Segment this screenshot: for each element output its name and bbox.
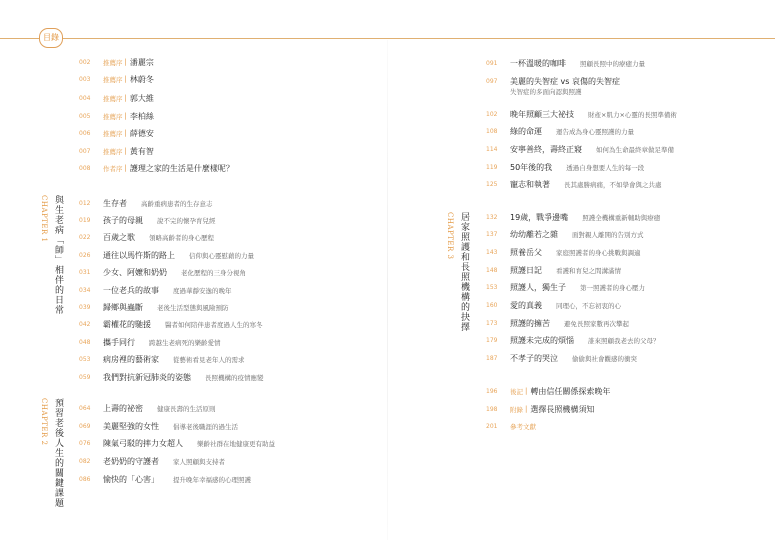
- entry-title: 霸權花的馳援: [103, 319, 151, 329]
- entry-role: 推薦序: [103, 112, 123, 121]
- page-number: 053: [79, 355, 91, 363]
- toc-entry-row[interactable]: [486, 211, 660, 223]
- entry-subtitle: 第一照護者的身心壓力: [580, 283, 645, 292]
- entry-subtitle: 運告成為身心靈照護的力量: [556, 127, 634, 136]
- page-fold: [387, 40, 388, 540]
- chapter-title: 與生老病「師」相伴的日常: [53, 195, 63, 315]
- page-number: 108: [486, 127, 498, 135]
- entry-title: 照護日記: [510, 265, 542, 275]
- page-number: 019: [79, 216, 91, 224]
- entry-role: 推薦序: [103, 94, 123, 103]
- entry-title: 轉由信任關係探索晚年: [530, 386, 611, 396]
- entry-title: 林蔚冬: [129, 74, 154, 84]
- entry-title: 19歲，戰爭邊嘴: [510, 212, 569, 222]
- divider-bar: |: [124, 112, 127, 120]
- toc-entry-row[interactable]: [79, 197, 213, 209]
- entry-subtitle: 如何為生命最終章做足準備: [596, 145, 674, 154]
- entry-title: 一杯溫暖的咖啡: [510, 58, 566, 68]
- entry-role: 推薦序: [103, 129, 123, 138]
- entry-title: 孩子的母親: [103, 215, 143, 225]
- entry-title: 李柏絲: [129, 111, 154, 121]
- toc-entry-row[interactable]: [79, 214, 216, 226]
- entry-title: 老奶奶的守護者: [103, 456, 159, 466]
- page-number: 201: [486, 422, 498, 430]
- entry-title: 愉快的「心害」: [103, 474, 159, 484]
- chapter-label: CHAPTER 2: [40, 398, 48, 446]
- entry-title: 上壽的祕密: [103, 403, 143, 413]
- toc-entry-row[interactable]: [79, 371, 264, 383]
- toc-entry-row[interactable]: [486, 125, 634, 137]
- entry-title: 生存者: [103, 198, 127, 208]
- chapter-title: 居家照護和長照機構的抉擇: [459, 212, 469, 332]
- entry-subtitle: 醫者如何陪伴患者度過人生的寒冬: [165, 320, 263, 329]
- entry-subtitle: 信仰與心靈慰藉的力量: [189, 251, 254, 260]
- entry-subtitle: 家庭照護者的身心挑戰與調適: [556, 248, 641, 257]
- entry-subtitle: 照顧長照中的療癒力量: [580, 59, 645, 68]
- entry-subtitle: 透過自身想要人生的每一段: [566, 163, 645, 172]
- toc-entry-row[interactable]: [79, 336, 221, 348]
- toc-entry-row[interactable]: [79, 420, 238, 432]
- divider-bar: |: [525, 387, 528, 395]
- page-number: 148: [486, 266, 498, 274]
- toc-entry-row[interactable]: [79, 318, 263, 330]
- toc-entry-row[interactable]: [79, 353, 245, 365]
- toc-entry-row[interactable]: [486, 299, 621, 311]
- header-rule-right: [62, 38, 775, 39]
- chapter-title: 預習老後人生的關鍵課題: [53, 398, 63, 508]
- toc-entry-row[interactable]: [79, 301, 229, 313]
- page-number: 125: [486, 180, 498, 188]
- entry-title: 參考文獻: [510, 422, 536, 431]
- toc-foreword-row[interactable]: [79, 127, 154, 139]
- entry-title: 寵志和執著: [510, 179, 550, 189]
- entry-subtitle: 領略高齡者的身心歷程: [149, 233, 214, 242]
- entry-title: 愛的真義: [510, 300, 542, 310]
- entry-title: 選擇長照機構須知: [530, 404, 595, 414]
- entry-subtitle: 老化歷程的三身分視角: [181, 268, 246, 277]
- entry-subtitle: 度過華靜安逸的晚年: [173, 286, 232, 295]
- page-number: 022: [79, 233, 91, 241]
- entry-role: 推薦序: [103, 147, 123, 156]
- toc-entry-row[interactable]: [79, 455, 225, 467]
- page-number: 179: [486, 336, 498, 344]
- entry-title: 照護未完成的煩惱: [510, 335, 574, 345]
- entry-title: 不孝子的哭泣: [510, 353, 558, 363]
- entry-title: 一位老兵的故事: [103, 285, 159, 295]
- entry-title: 照養岳父: [510, 247, 542, 257]
- page-number: 143: [486, 248, 498, 256]
- entry-title: 綠的命運: [510, 126, 542, 136]
- toc-endmatter-row[interactable]: [486, 385, 610, 397]
- toc-foreword-row[interactable]: [79, 162, 234, 174]
- page-number: 132: [486, 213, 498, 221]
- page-number: 076: [79, 439, 91, 447]
- page-number: 119: [486, 163, 498, 171]
- entry-title: 陳氣弓駁的摔力女超人: [103, 438, 183, 448]
- entry-role: 作者序: [103, 164, 123, 173]
- page-number: 059: [79, 373, 91, 381]
- toc-entry-row[interactable]: [486, 334, 660, 346]
- divider-bar: |: [124, 58, 127, 66]
- toc-entry-row[interactable]: [79, 437, 275, 449]
- entry-subtitle: 從藝術看見老年人的需求: [173, 355, 245, 364]
- entry-title: 病房裡的藝術家: [103, 354, 159, 364]
- entry-role: 推薦序: [103, 58, 123, 67]
- toc-entry-row[interactable]: [486, 108, 677, 120]
- entry-subtitle: 家人照顧與支持者: [173, 457, 225, 466]
- entry-subtitle: 財產×肌力×心靈的長照準備術: [588, 110, 677, 119]
- page-number: 026: [79, 251, 91, 259]
- entry-subtitle: 避免長照家數再次攀起: [564, 319, 629, 328]
- page-number: 005: [79, 112, 91, 120]
- page-number: 102: [486, 110, 498, 118]
- entry-subtitle: 面對親人離開的告別方式: [572, 230, 644, 239]
- page-number: 004: [79, 94, 91, 102]
- toc-entry-row[interactable]: [79, 473, 251, 485]
- toc-entry-row[interactable]: [486, 281, 645, 293]
- divider-bar: |: [525, 405, 528, 413]
- toc-entry-row[interactable]: [79, 231, 214, 243]
- toc-entry-row[interactable]: [486, 352, 637, 364]
- chapter-1-heading: [40, 195, 65, 315]
- toc-foreword-row[interactable]: [79, 56, 154, 68]
- page-number: 031: [79, 268, 91, 276]
- entry-subtitle: 樂齡社群在地健康更有助益: [197, 439, 275, 448]
- page-number: 007: [79, 147, 91, 155]
- page-number: 002: [79, 58, 91, 66]
- entry-title: 薛德安: [129, 128, 154, 138]
- entry-subtitle: 偷偷與社會觀感的衝突: [572, 354, 637, 363]
- divider-bar: |: [124, 94, 127, 102]
- entry-subtitle: 健康長壽的生活原則: [157, 404, 216, 413]
- entry-role: 後記: [510, 387, 523, 396]
- entry-subtitle: 老後生活型態與風險預防: [157, 303, 229, 312]
- entry-subtitle: 長照機構的疫情應變: [205, 373, 264, 382]
- page-number: 187: [486, 354, 498, 362]
- divider-bar: |: [124, 164, 127, 172]
- page-number: 008: [79, 164, 91, 172]
- entry-subtitle: 倡導老後職涯的過生活: [173, 422, 238, 431]
- page-number: 091: [486, 59, 498, 67]
- page-number: 114: [486, 145, 498, 153]
- entry-title: 照護的擁苦: [510, 318, 550, 328]
- toc-entry-row[interactable]: [79, 266, 246, 278]
- page-number: 097: [486, 77, 498, 85]
- entry-subtitle: 長其處勝病痛，不如學會與之共處: [564, 180, 662, 189]
- entry-title: 晚年照顧三大祕技: [510, 109, 574, 119]
- header-rule-left: [0, 38, 39, 39]
- entry-title: 美麗堅強的女性: [103, 421, 159, 431]
- entry-role: 附錄: [510, 405, 523, 414]
- entry-title: 少女、阿嬤和奶奶: [103, 267, 167, 277]
- entry-subtitle: 看護和育兒之間溝滿情: [556, 266, 621, 275]
- page-number: 042: [79, 320, 91, 328]
- entry-role: 推薦序: [103, 75, 123, 84]
- page-number: 173: [486, 319, 498, 327]
- entry-title: 通往以馬忤斯的路上: [103, 250, 175, 260]
- toc-entry-row[interactable]: [79, 402, 216, 414]
- chapter-3-heading: [446, 212, 471, 332]
- page-number: 198: [486, 405, 498, 413]
- entry-title: 郭大維: [129, 93, 154, 103]
- page-number: 006: [79, 129, 91, 137]
- toc-entry-row[interactable]: [486, 161, 644, 173]
- toc-foreword-row[interactable]: [79, 110, 154, 122]
- entry-title: 百歲之歌: [103, 232, 135, 242]
- page-number: 160: [486, 301, 498, 309]
- page-number: 012: [79, 199, 91, 207]
- entry-subtitle: 高齡重病患者的生存意志: [141, 199, 213, 208]
- toc-endmatter-row[interactable]: [486, 420, 536, 432]
- page-number: 048: [79, 338, 91, 346]
- entry-title: 歸鄉與蟲斷: [103, 302, 143, 312]
- entry-subtitle: 照護全機構重新輔助與療癒: [582, 213, 661, 222]
- entry-title: 安寧善終，壽終正寢: [510, 144, 582, 154]
- toc-entry-row[interactable]: [486, 317, 629, 329]
- divider-bar: |: [124, 75, 127, 83]
- divider-bar: |: [124, 147, 127, 155]
- toc-foreword-row[interactable]: [79, 73, 154, 85]
- entry-title: 我們對抗新冠肺炎的姿態: [103, 372, 191, 382]
- toc-entry-row[interactable]: [486, 228, 644, 240]
- chapter-label: CHAPTER 3: [446, 212, 454, 260]
- entry-title: 幼幼離若之雜: [510, 229, 558, 239]
- entry-title: 50年後的我: [510, 162, 553, 172]
- entry-subtitle: 跨越生老病死的樂齡愛情: [149, 338, 221, 347]
- page-number: 069: [79, 422, 91, 430]
- entry-subtitle: 提升晚年幸福感的心理照護: [173, 475, 251, 484]
- entry-subtitle: 失智症的多面向認與照護: [510, 88, 582, 96]
- toc-entry-row[interactable]: [486, 57, 645, 69]
- toc-badge: 目錄: [39, 28, 63, 48]
- entry-title: 攜手同行: [103, 337, 135, 347]
- toc-endmatter-row[interactable]: [486, 403, 594, 415]
- entry-title: 潘麗宗: [129, 57, 154, 67]
- page-number: 153: [486, 283, 498, 291]
- toc-foreword-row[interactable]: [79, 92, 154, 104]
- divider-bar: |: [124, 129, 127, 137]
- entry-title: 黃有智: [129, 146, 154, 156]
- toc-entry-row[interactable]: [486, 246, 641, 258]
- page-number: 003: [79, 75, 91, 83]
- toc-entry-row[interactable]: [486, 264, 621, 276]
- toc-entry-row[interactable]: [486, 143, 674, 155]
- page-number: 196: [486, 387, 498, 395]
- page-number: 034: [79, 286, 91, 294]
- page-number: 086: [79, 475, 91, 483]
- entry-subtitle: 說不完的懷孕育兒經: [157, 216, 216, 225]
- page-number: 137: [486, 230, 498, 238]
- page-number: 039: [79, 303, 91, 311]
- entry-title: 護理之家的生活是什麼樣呢？: [129, 163, 234, 173]
- toc-entry-row[interactable]: [486, 75, 620, 96]
- chapter-label: CHAPTER 1: [40, 195, 48, 243]
- entry-title: 照護人，獨生子: [510, 282, 566, 292]
- toc-entry-row[interactable]: [79, 249, 254, 261]
- page-number: 064: [79, 404, 91, 412]
- entry-subtitle: 誰來照顧我老去的父母？: [588, 336, 660, 345]
- toc-foreword-row[interactable]: [79, 145, 154, 157]
- toc-entry-row[interactable]: [79, 284, 232, 296]
- entry-title: 美麗的失智症 vs 哀傷的失智症: [510, 76, 620, 86]
- toc-entry-row[interactable]: [486, 178, 662, 190]
- entry-subtitle: 同理心，不忘初衷的心: [556, 301, 621, 310]
- page-number: 082: [79, 457, 91, 465]
- chapter-2-heading: [40, 398, 65, 508]
